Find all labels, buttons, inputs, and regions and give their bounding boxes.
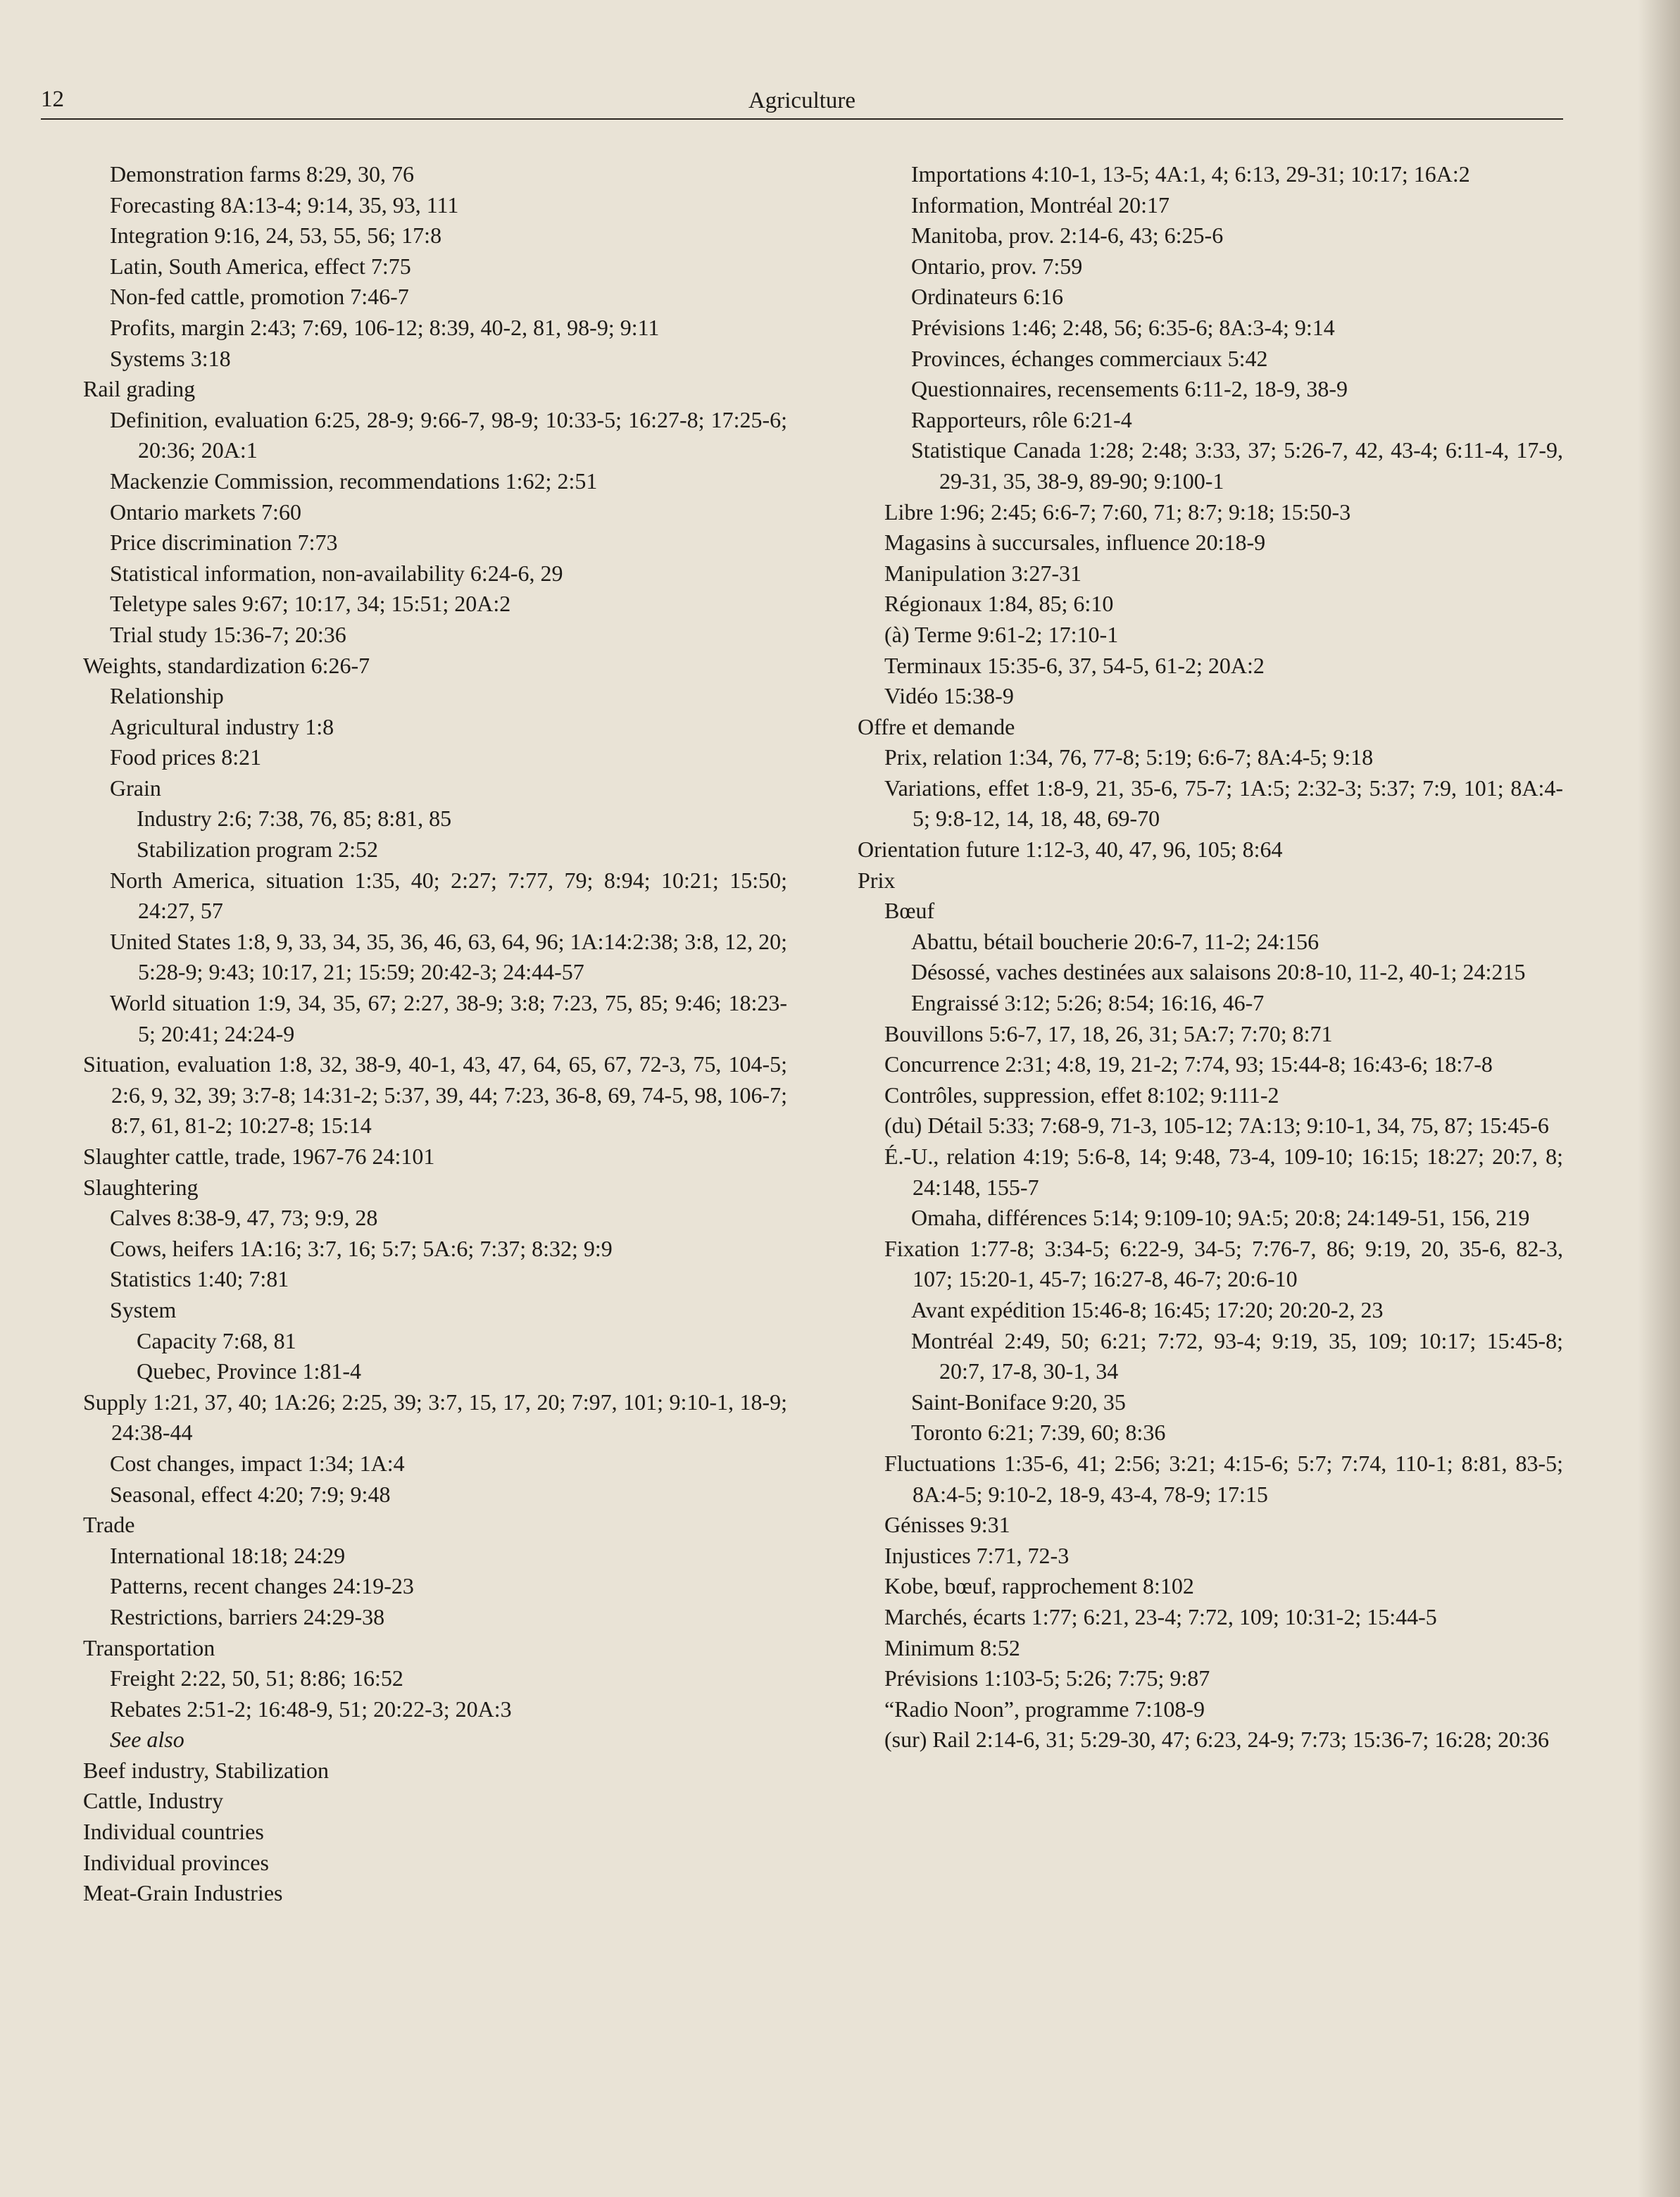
index-entry: Montréal 2:49, 50; 6:21; 7:72, 93-4; 9:19, 35, 109; 10:17; 15:45-8; 20:7, 17-8, 30-1, 34 (911, 1327, 1563, 1384)
index-entry: Industry 2:6; 7:38, 76, 85; 8:81, 85 (137, 806, 452, 832)
index-entry: Price discrimination 7:73 (110, 530, 338, 556)
index-column-right (858, 159, 1563, 1755)
index-entry: É.-U., relation 4:19; 5:6-8, 14; 9:48, 73-4, 109-10; 16:15; 18:27; 20:7, 8; 24:148, 155-7 (884, 1144, 1563, 1200)
index-entry: Magasins à succursales, influence 20:18-9 (884, 530, 1266, 556)
index-entry: Individual countries (83, 1819, 264, 1845)
index-entry: Patterns, recent changes 24:19-23 (110, 1573, 414, 1599)
index-entry: Individual provinces (83, 1849, 269, 1875)
index-entry: Abattu, bétail boucherie 20:6-7, 11-2; 24:156 (911, 928, 1319, 954)
index-entry: Cattle, Industry (83, 1788, 224, 1814)
index-entry: Prix, relation 1:34, 76, 77-8; 5:19; 6:6-7; 8A:4-5; 9:18 (884, 744, 1374, 770)
index-entry: Génisses 9:31 (884, 1512, 1010, 1538)
section-title: Agriculture (748, 88, 856, 113)
index-entry: Integration 9:16, 24, 53, 55, 56; 17:8 (110, 223, 442, 249)
index-entry: World situation 1:9, 34, 35, 67; 2:27, 38-9; 3:8; 7:23, 75, 85; 9:46; 18:23-5; 20:41; 24:24-9 (110, 990, 787, 1046)
index-entry: Questionnaires, recensements 6:11-2, 18-9, 38-9 (911, 376, 1348, 402)
index-entry: Restrictions, barriers 24:29-38 (110, 1603, 385, 1629)
index-entry: Variations, effet 1:8-9, 21, 35-6, 75-7; 1A:5; 2:32-3; 5:37; 7:9, 101; 8A:4-5; 9:8-12, 14, 18, 48, 69-70 (884, 775, 1563, 832)
index-entry: Désossé, vaches destinées aux salaisons 20:8-10, 11-2, 40-1; 24:215 (911, 959, 1526, 985)
index-column-left (83, 159, 787, 1909)
index-entry: Agricultural industry 1:8 (110, 713, 334, 739)
index-entry: Terminaux 15:35-6, 37, 54-5, 61-2; 20A:2 (884, 652, 1265, 678)
index-entry: Mackenzie Commission, recommendations 1:62; 2:51 (110, 468, 598, 494)
index-entry: See also (110, 1727, 184, 1753)
page-header (41, 77, 1563, 120)
index-entry: Provinces, échanges commerciaux 5:42 (911, 345, 1268, 371)
index-entry: Stabilization program 2:52 (137, 837, 379, 863)
index-entry: Information, Montréal 20:17 (911, 192, 1170, 218)
index-entry: Profits, margin 2:43; 7:69, 106-12; 8:39, 40-2, 81, 98-9; 9:11 (110, 314, 660, 340)
index-entry: Cows, heifers 1A:16; 3:7, 16; 5:7; 5A:6; 7:37; 8:32; 9:9 (110, 1235, 613, 1261)
index-entry: Meat-Grain Industries (83, 1880, 283, 1906)
index-entry: Forecasting 8A:13-4; 9:14, 35, 93, 111 (110, 192, 459, 218)
index-entry: Ontario markets 7:60 (110, 499, 301, 525)
index-entry: Trade (83, 1512, 135, 1538)
index-entry: Rapporteurs, rôle 6:21-4 (911, 406, 1132, 432)
index-entry: Avant expédition 15:46-8; 16:45; 17:20; 20:20-2, 23 (911, 1296, 1384, 1322)
index-entry: Freight 2:22, 50, 51; 8:86; 16:52 (110, 1665, 403, 1691)
index-entry: Marchés, écarts 1:77; 6:21, 23-4; 7:72, 109; 10:31-2; 15:44-5 (884, 1603, 1437, 1629)
index-entry: Quebec, Province 1:81-4 (137, 1358, 362, 1384)
index-entry: Weights, standardization 6:26-7 (83, 652, 370, 678)
index-entry: Supply 1:21, 37, 40; 1A:26; 2:25, 39; 3:7, 15, 17, 20; 7:97, 101; 9:10-1, 18-9; 24:38-44 (83, 1389, 787, 1446)
index-entry: Contrôles, suppression, effet 8:102; 9:111-2 (884, 1082, 1279, 1108)
index-entry: Capacity 7:68, 81 (137, 1327, 296, 1353)
index-entry: Situation, evaluation 1:8, 32, 38-9, 40-1, 43, 47, 64, 65, 67, 72-3, 75, 104-5; 2:6, 9, 32, 39; 3:7-8; 14:31-2; 5:37, 39, 44; 7:23, 36-8, 69, 74-5, 98, 106-7; 8:7, 61, 81-2; 10:27-8; 15:14 (83, 1051, 787, 1139)
index-entry: Prévisions 1:46; 2:48, 56; 6:35-6; 8A:3-4; 9:14 (911, 314, 1335, 340)
index-entry: (du) Détail 5:33; 7:68-9, 71-3, 105-12; 7A:13; 9:10-1, 34, 75, 87; 15:45-6 (884, 1113, 1549, 1139)
index-entry: Cost changes, impact 1:34; 1A:4 (110, 1450, 405, 1476)
index-entry: Concurrence 2:31; 4:8, 19, 21-2; 7:74, 93; 15:44-8; 16:43-6; 18:7-8 (884, 1051, 1493, 1077)
index-entry: Statistics 1:40; 7:81 (110, 1266, 289, 1292)
index-entry: Demonstration farms 8:29, 30, 76 (110, 161, 414, 187)
index-entry: Minimum 8:52 (884, 1634, 1020, 1660)
index-entry: Prévisions 1:103-5; 5:26; 7:75; 9:87 (884, 1665, 1210, 1691)
index-entry: Rebates 2:51-2; 16:48-9, 51; 20:22-3; 20A:3 (110, 1696, 512, 1722)
index-entry: Statistique Canada 1:28; 2:48; 3:33, 37; 5:26-7, 42, 43-4; 6:11-4, 17-9, 29-31, 35, 38-9, 89-90; 9:100-1 (911, 437, 1563, 494)
index-entry: Seasonal, effect 4:20; 7:9; 9:48 (110, 1481, 391, 1507)
index-entry: Vidéo 15:38-9 (884, 683, 1014, 709)
index-entry: Manipulation 3:27-31 (884, 560, 1082, 586)
page-edge-shadow (1638, 0, 1680, 2197)
index-entry: Latin, South America, effect 7:75 (110, 253, 411, 279)
index-entry: Ordinateurs 6:16 (911, 284, 1063, 310)
index-entry: North America, situation 1:35, 40; 2:27; 7:77, 79; 8:94; 10:21; 15:50; 24:27, 57 (110, 867, 787, 924)
index-entry: Toronto 6:21; 7:39, 60; 8:36 (911, 1420, 1166, 1446)
index-entry: Bouvillons 5:6-7, 17, 18, 26, 31; 5A:7; 7:70; 8:71 (884, 1020, 1333, 1046)
index-entry: (sur) Rail 2:14-6, 31; 5:29-30, 47; 6:23, 24-9; 7:73; 15:36-7; 16:28; 20:36 (884, 1727, 1549, 1753)
index-entry: International 18:18; 24:29 (110, 1542, 346, 1568)
index-entry: Food prices 8:21 (110, 744, 262, 770)
index-entry: Statistical information, non-availability 6:24-6, 29 (110, 560, 563, 586)
index-entry: Systems 3:18 (110, 345, 231, 371)
index-entry: (à) Terme 9:61-2; 17:10-1 (884, 621, 1119, 647)
index-entry: Transportation (83, 1634, 215, 1660)
index-entry: Libre 1:96; 2:45; 6:6-7; 7:60, 71; 8:7; 9:18; 15:50-3 (884, 499, 1351, 525)
index-entry: Kobe, bœuf, rapprochement 8:102 (884, 1573, 1194, 1599)
index-entry: Saint-Boniface 9:20, 35 (911, 1389, 1126, 1415)
index-entry: System (110, 1296, 177, 1322)
index-entry: Relationship (110, 683, 224, 709)
index-entry: Régionaux 1:84, 85; 6:10 (884, 591, 1114, 617)
index-entry: “Radio Noon”, programme 7:108-9 (884, 1696, 1205, 1722)
index-entry: Engraissé 3:12; 5:26; 8:54; 16:16, 46-7 (911, 990, 1265, 1016)
index-entry: Importations 4:10-1, 13-5; 4A:1, 4; 6:13, 29-31; 10:17; 16A:2 (911, 161, 1470, 187)
index-entry: Manitoba, prov. 2:14-6, 43; 6:25-6 (911, 223, 1224, 249)
index-entry: Calves 8:38-9, 47, 73; 9:9, 28 (110, 1205, 378, 1231)
index-entry: Fluctuations 1:35-6, 41; 2:56; 3:21; 4:15-6; 5:7; 7:74, 110-1; 8:81, 83-5; 8A:4-5; 9:10-2, 18-9, 43-4, 78-9; 17:15 (884, 1450, 1563, 1507)
index-entry: Definition, evaluation 6:25, 28-9; 9:66-7, 98-9; 10:33-5; 16:27-8; 17:25-6; 20:36; 20A:1 (110, 406, 787, 463)
index-entry: United States 1:8, 9, 33, 34, 35, 36, 46, 63, 64, 96; 1A:14:2:38; 3:8, 12, 20; 5:28-9; 9:43; 10:17, 21; 15:59; 20:42-3; 24:44-57 (110, 928, 787, 985)
index-entry: Injustices 7:71, 72-3 (884, 1542, 1070, 1568)
index-entry: Offre et demande (858, 713, 1015, 739)
index-entry: Prix (858, 867, 896, 893)
index-entry: Slaughter cattle, trade, 1967-76 24:101 (83, 1144, 435, 1169)
index-entry: Bœuf (884, 898, 935, 924)
index-entry: Non-fed cattle, promotion 7:46-7 (110, 284, 409, 310)
page-number: 12 (41, 87, 64, 112)
index-entry: Grain (110, 775, 161, 801)
index-entry: Fixation 1:77-8; 3:34-5; 6:22-9, 34-5; 7:76-7, 86; 9:19, 20, 35-6, 82-3, 107; 15:20-1, 45-7; 16:27-8, 46-7; 20:6-10 (884, 1235, 1563, 1292)
index-entry: Omaha, différences 5:14; 9:109-10; 9A:5; 20:8; 24:149-51, 156, 219 (911, 1205, 1530, 1231)
index-entry: Beef industry, Stabilization (83, 1757, 329, 1783)
index-entry: Trial study 15:36-7; 20:36 (110, 621, 346, 647)
index-entry: Ontario, prov. 7:59 (911, 253, 1083, 279)
index-entry: Slaughtering (83, 1174, 199, 1200)
index-entry: Rail grading (83, 376, 196, 402)
index-entry: Orientation future 1:12-3, 40, 47, 96, 105; 8:64 (858, 837, 1283, 863)
index-entry: Teletype sales 9:67; 10:17, 34; 15:51; 20A:2 (110, 591, 511, 617)
